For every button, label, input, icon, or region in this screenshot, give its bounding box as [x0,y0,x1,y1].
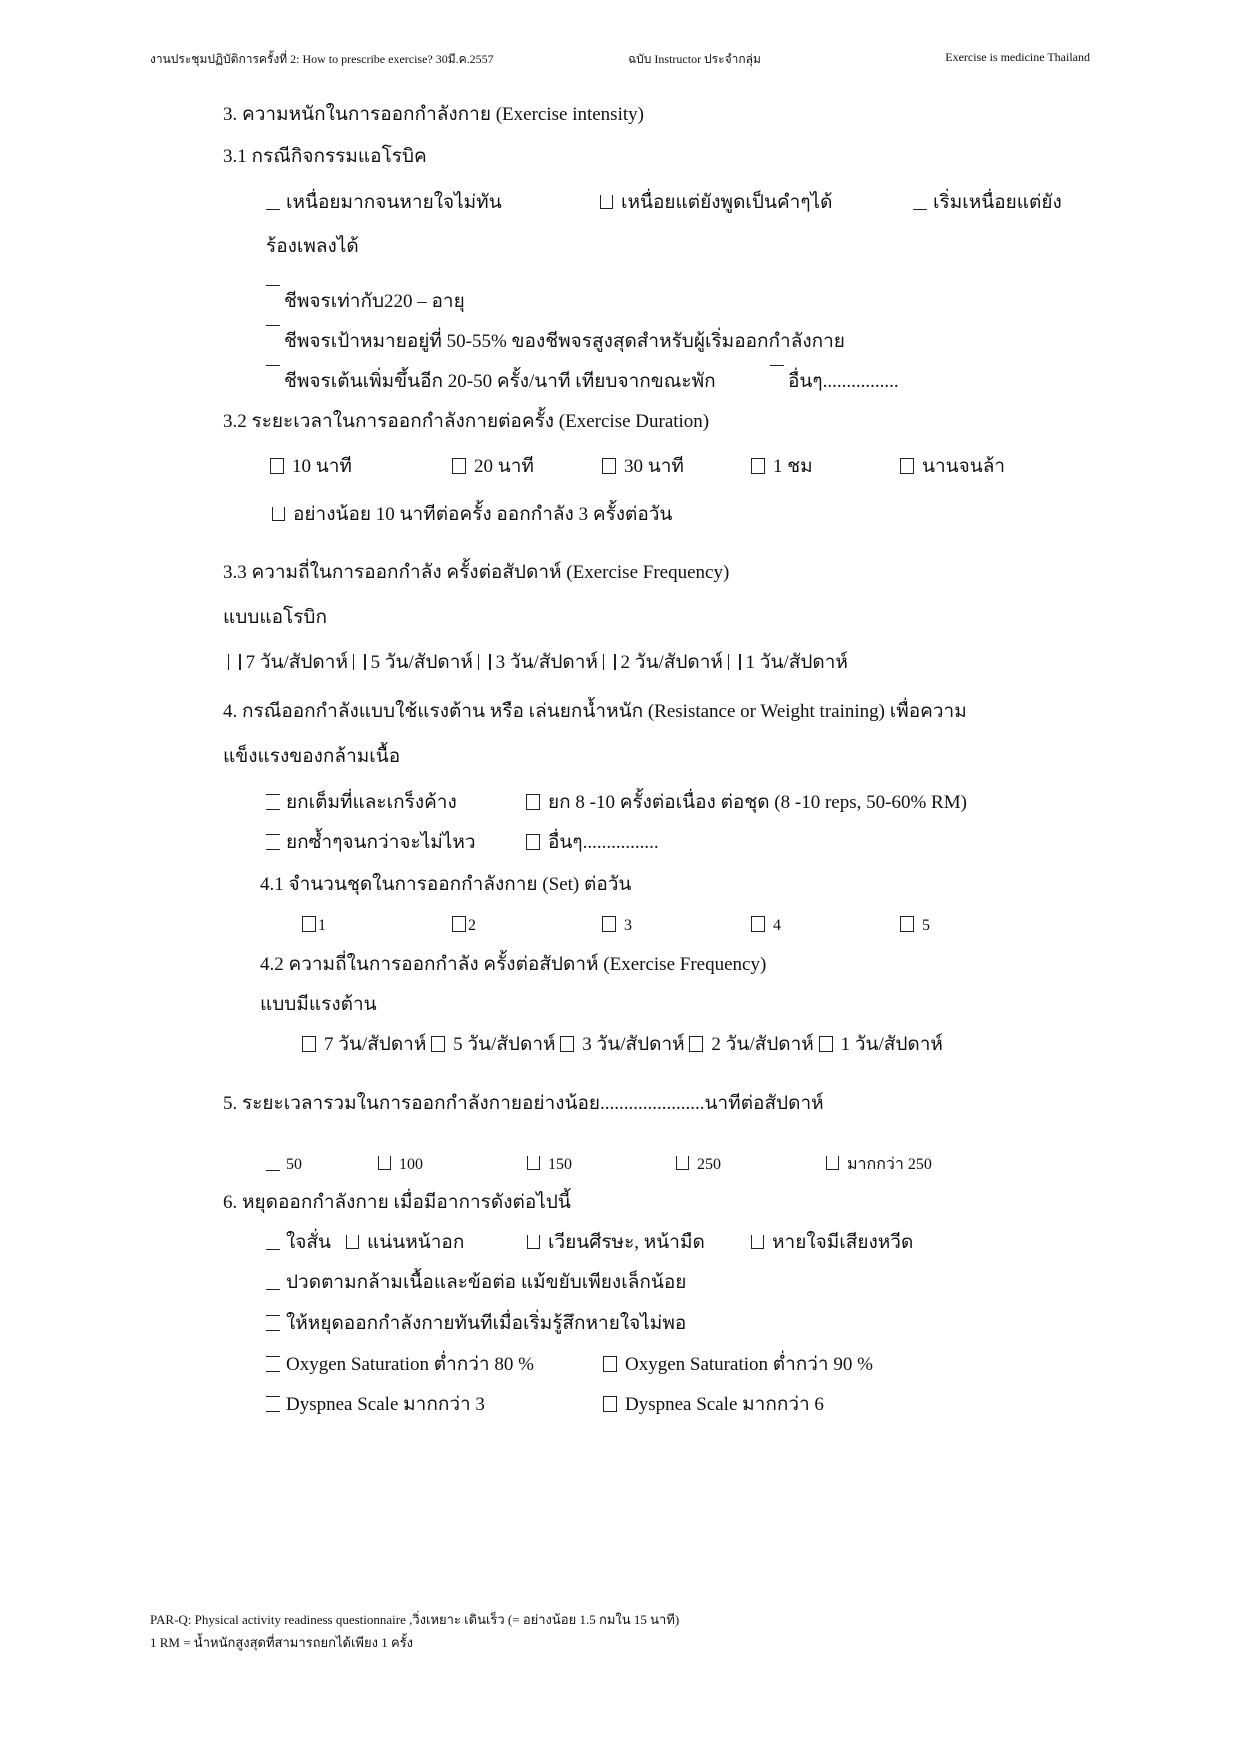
option-stop-1[interactable]: ใจสั่น [266,1233,331,1252]
checkbox-icon[interactable] [478,654,479,670]
checkbox-icon[interactable] [378,1156,391,1170]
footnote-2: 1 RM = น้ำหนักสูงสุดที่สามารถยกได้เพียง 1 ครั้ง [150,1635,413,1650]
checkbox-icon[interactable] [527,1156,540,1170]
option-total-1[interactable]: 50 [266,1154,302,1173]
checkbox-icon[interactable] [431,1036,445,1052]
option-duration-1[interactable]: 10 นาที [270,457,352,476]
checkbox-icon[interactable] [728,654,729,670]
option-duration-3[interactable]: 30 นาที [602,457,684,476]
checkbox-icon[interactable] [266,365,280,381]
checkbox-icon[interactable] [302,916,316,932]
checkbox-icon[interactable] [603,654,604,670]
option-resistance-1[interactable]: ยกเต็มที่และเกร็งค้าง [266,793,457,812]
header-right: Exercise is medicine Thailand [945,50,1090,64]
option-duration-4[interactable]: 1 ชม [751,457,813,476]
option-sets-1[interactable]: 1 [302,915,326,934]
checkbox-icon[interactable] [603,1396,617,1412]
checkbox-icon[interactable] [266,794,280,810]
checkbox-icon[interactable] [353,654,354,670]
checkbox-icon[interactable] [302,1036,316,1052]
option-hr-other[interactable]: อื่นๆ................ [770,365,899,391]
option-stop-2[interactable]: แน่นหน้าอก [346,1233,464,1252]
checkbox-icon[interactable] [826,1156,839,1170]
checkbox-icon[interactable] [272,507,285,521]
checkbox-icon[interactable] [751,1235,764,1249]
option-hr-3[interactable]: ชีพจรเต้นเพิ่มขึ้นอีก 20-50 ครั้ง/นาที เทียบจากขณะพัก [266,365,716,391]
section-4-title-line2: แข็งแรงของกล้ามเนื้อ [223,746,401,767]
footnote-1: PAR-Q: Physical activity readiness questionnaire ,วิ่งเหยาะ เดินเร็ว (= อย่างน้อย 1.5 กมใน 15 นาที) [150,1612,680,1627]
option-total-4[interactable]: 250 [676,1154,721,1173]
section-4-1-title: 4.1 จำนวนชุดในการออกกำลังกาย (Set) ต่อวัน [260,874,632,895]
option-stop-7[interactable]: Oxygen Saturation ต่ำกว่า 80 % [266,1355,534,1374]
option-duration-6[interactable]: อย่างน้อย 10 นาทีต่อครั้ง ออกกำลัง 3 ครั้งต่อวัน [272,505,672,524]
checkbox-icon[interactable] [270,458,284,474]
option-hr-2[interactable]: ชีพจรเป้าหมายอยู่ที่ 50-55% ของชีพจรสูงสุดสำหรับผู้เริ่มออกกำลังกาย [266,325,845,351]
option-stop-6[interactable]: ให้หยุดออกกำลังกายทันทีเมื่อเริ่มรู้สึกหายใจไม่พอ [266,1314,686,1333]
section-4-2-title: 4.2 ความถี่ในการออกกำลัง ครั้งต่อสัปดาห์ (Exercise Frequency) [260,954,767,975]
checkbox-icon[interactable] [600,195,613,209]
header-left: งานประชุมปฏิบัติการครั้งที่ 2: How to prescribe exercise? 30มี.ค.2557 [150,52,494,66]
option-intensity-2[interactable]: เหนื่อยแต่ยังพูดเป็นคำๆได้ [600,193,832,212]
checkbox-icon[interactable] [676,1156,689,1170]
checkbox-icon[interactable] [900,458,914,474]
page-header [150,50,1090,70]
checkbox-icon[interactable] [266,285,280,301]
checkbox-icon[interactable] [452,916,466,932]
checkbox-icon[interactable] [689,1036,703,1052]
checkbox-icon[interactable] [527,1235,540,1249]
section-5-title: 5. ระยะเวลารวมในการออกกำลังกายอย่างน้อย......................นาทีต่อสัปดาห์ [223,1093,824,1114]
option-duration-5[interactable]: นานจนล้า [900,457,1005,476]
section-3-1-title: 3.1 กรณีกิจกรรมแอโรบิค [223,146,427,167]
checkbox-icon[interactable] [526,834,540,850]
aerobic-frequency-options: 7 วัน/สัปดาห์ 5 วัน/สัปดาห์ 3 วัน/สัปดาห์ 2 วัน/สัปดาห์ 1 วัน/สัปดาห์ [223,653,848,672]
checkbox-icon[interactable] [913,194,927,210]
option-sets-2[interactable]: 2 [452,915,476,934]
section-4-title-line1: 4. กรณีออกกำลังแบบใช้แรงต้าน หรือ เล่นยกน้ำหนัก (Resistance or Weight training) เพื่อความ [223,701,967,722]
option-total-2[interactable]: 100 [378,1154,423,1173]
resistance-frequency-options: 7 วัน/สัปดาห์ 5 วัน/สัปดาห์ 3 วัน/สัปดาห์ 2 วัน/สัปดาห์ 1 วัน/สัปดาห์ [302,1035,943,1054]
checkbox-icon[interactable] [266,1315,280,1331]
checkbox-icon[interactable] [266,1356,280,1372]
option-stop-3[interactable]: เวียนศีรษะ, หน้ามืด [527,1233,705,1252]
checkbox-icon[interactable] [603,1356,617,1372]
checkbox-icon[interactable] [266,194,280,210]
checkbox-icon[interactable] [770,365,784,381]
option-intensity-3[interactable]: เริ่มเหนื่อยแต่ยัง [913,193,1062,212]
section-3-3-title: 3.3 ความถี่ในการออกกำลัง ครั้งต่อสัปดาห์ (Exercise Frequency) [223,562,730,583]
option-stop-8[interactable]: Oxygen Saturation ต่ำกว่า 90 % [603,1355,873,1374]
option-total-3[interactable]: 150 [527,1154,572,1173]
option-hr-1[interactable]: ชีพจรเท่ากับ220 – อายุ [266,285,465,311]
checkbox-icon[interactable] [266,325,280,341]
option-sets-5[interactable]: 5 [900,915,930,934]
option-stop-4[interactable]: หายใจมีเสียงหวีด [751,1233,913,1252]
checkbox-icon[interactable] [266,1396,280,1412]
checkbox-icon[interactable] [900,916,914,932]
checkbox-icon[interactable] [266,1274,280,1290]
option-intensity-3-continuation: ร้องเพลงได้ [266,236,359,257]
option-sets-3[interactable]: 3 [602,915,632,934]
checkbox-icon[interactable] [266,1155,280,1171]
section-4-2-subtitle: แบบมีแรงต้าน [260,994,377,1015]
checkbox-icon[interactable] [751,458,765,474]
option-resistance-3[interactable]: ยกซ้ำๆจนกว่าจะไม่ไหว [266,833,476,852]
checkbox-icon[interactable] [602,458,616,474]
option-resistance-2[interactable]: ยก 8 -10 ครั้งต่อเนื่อง ต่อชุด (8 -10 reps, 50-60% RM) [526,793,967,812]
option-resistance-4[interactable]: อื่นๆ................ [526,833,659,852]
checkbox-icon[interactable] [452,458,466,474]
checkbox-icon[interactable] [560,1036,574,1052]
checkbox-icon[interactable] [266,1234,280,1250]
option-stop-10[interactable]: Dyspnea Scale มากกว่า 6 [603,1395,824,1414]
header-center: ฉบับ Instructor ประจำกลุ่ม [628,52,761,66]
checkbox-icon[interactable] [819,1036,833,1052]
option-total-5[interactable]: มากกว่า 250 [826,1154,932,1173]
option-stop-9[interactable]: Dyspnea Scale มากกว่า 3 [266,1395,485,1414]
section-6-title: 6. หยุดออกกำลังกาย เมื่อมีอาการดังต่อไปนี้ [223,1192,571,1213]
checkbox-icon[interactable] [346,1235,359,1249]
option-sets-4[interactable]: 4 [751,915,781,934]
checkbox-icon[interactable] [266,834,280,850]
option-duration-2[interactable]: 20 นาที [452,457,534,476]
checkbox-icon[interactable] [602,916,616,932]
checkbox-icon[interactable] [751,916,765,932]
section-3-title: 3. ความหนักในการออกกำลังกาย (Exercise intensity) [223,104,644,125]
option-stop-5[interactable]: ปวดตามกล้ามเนื้อและข้อต่อ แม้ขยับเพียงเล็กน้อย [266,1273,686,1292]
option-intensity-1[interactable]: เหนื่อยมากจนหายใจไม่ทัน [266,193,502,212]
section-3-2-title: 3.2 ระยะเวลาในการออกกำลังกายต่อครั้ง (Exercise Duration) [223,411,710,432]
section-3-3-subtitle: แบบแอโรบิก [223,607,327,628]
checkbox-icon[interactable] [228,654,229,670]
checkbox-icon[interactable] [526,794,540,810]
